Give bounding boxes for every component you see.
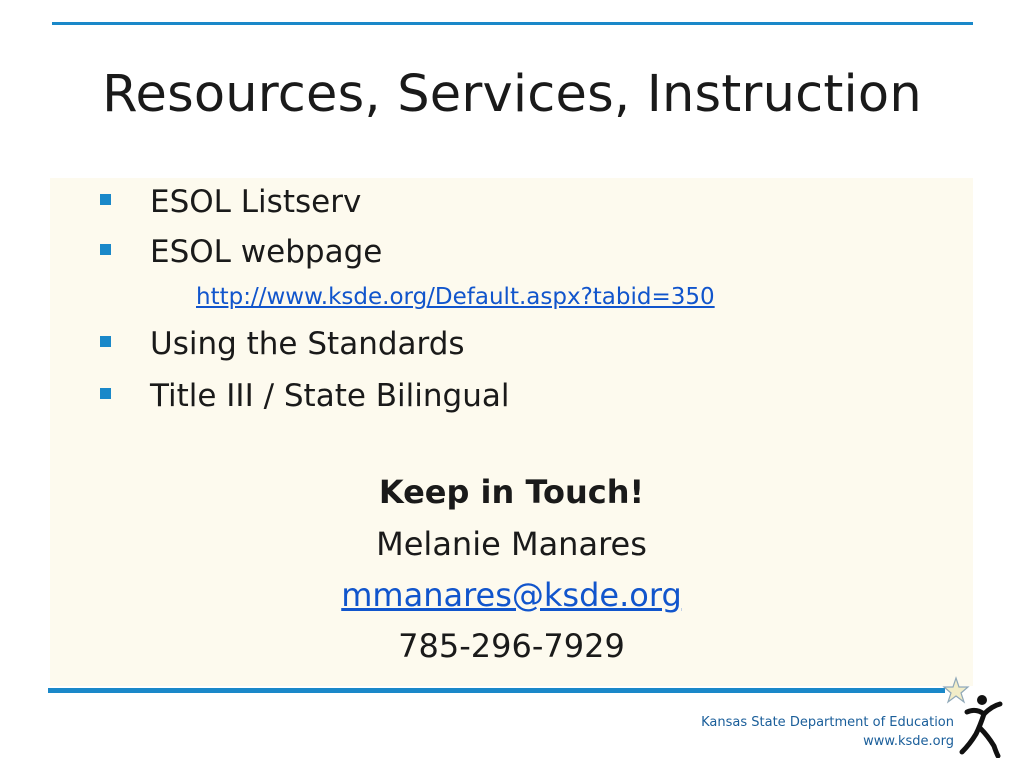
bottom-divider xyxy=(48,688,945,693)
content-panel xyxy=(50,178,973,686)
bullet-square-icon xyxy=(100,244,111,255)
ksde-logo-icon xyxy=(940,676,1004,758)
bullet-text-esol-listserv: ESOL Listserv xyxy=(150,184,362,220)
bullet-text-using-standards: Using the Standards xyxy=(150,326,465,362)
bullet-text-esol-webpage: ESOL webpage xyxy=(150,234,383,270)
bullet-square-icon xyxy=(100,388,111,399)
top-divider xyxy=(52,22,973,25)
bullet-text-title-iii: Title III / State Bilingual xyxy=(150,378,510,414)
footer-website: www.ksde.org xyxy=(863,734,954,749)
footer-organization: Kansas State Department of Education xyxy=(701,715,954,730)
slide-title: Resources, Services, Instruction xyxy=(102,65,922,124)
contact-email-link[interactable]: mmanares@ksde.org xyxy=(341,576,682,614)
contact-heading: Keep in Touch! xyxy=(378,473,645,511)
bullet-square-icon xyxy=(100,336,111,347)
contact-phone: 785-296-7929 xyxy=(398,627,625,665)
contact-name: Melanie Manares xyxy=(376,525,647,563)
contact-email-row xyxy=(50,575,973,615)
esol-webpage-link[interactable]: http://www.ksde.org/Default.aspx?tabid=350 xyxy=(196,284,715,310)
bullet-square-icon xyxy=(100,194,111,205)
